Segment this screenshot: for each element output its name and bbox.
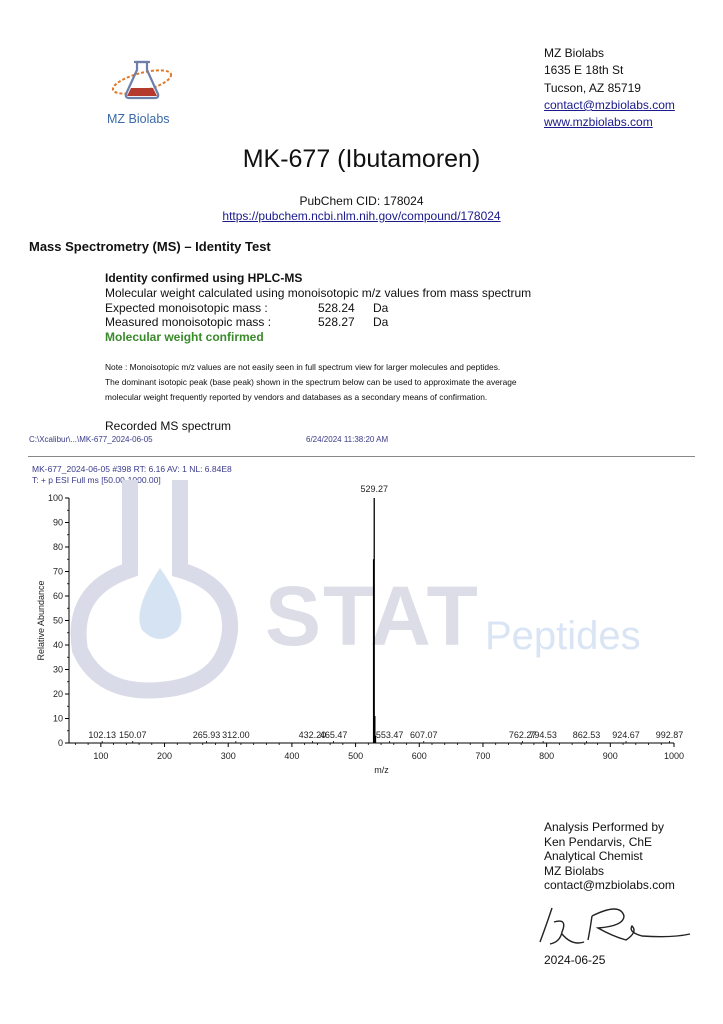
watermark-text-sub: Peptides: [485, 614, 641, 658]
page-title: MK-677 (Ibutamoren): [242, 145, 481, 173]
result-text: Molecular weight confirmed: [105, 330, 264, 345]
pubchem-link[interactable]: https://pubchem.ncbi.nlm.nih.gov/compound/178024: [222, 209, 501, 223]
note-line-2: The dominant isotopic peak (base peak) shown in the spectrum below can be used to approximate the average: [105, 377, 517, 387]
x-tick-label: 300: [220, 751, 236, 761]
minor-peak-label: 794.53: [529, 730, 557, 740]
confirm-heading: Identity confirmed using HPLC-MS: [105, 271, 303, 285]
y-tick-label: 90: [52, 517, 63, 528]
handwritten-signature: [532, 896, 697, 954]
address-city: Tucson, AZ 85719: [544, 80, 641, 95]
expected-unit: Da: [373, 300, 389, 315]
minor-peak-label: 862.53: [572, 730, 601, 740]
x-tick-label: 200: [157, 751, 173, 761]
measured-value: 528.27: [318, 315, 355, 330]
peak-label: 529.27: [360, 484, 388, 494]
y-tick-label: 10: [52, 713, 63, 724]
note-block: [105, 360, 605, 405]
x-tick-label: 700: [475, 751, 491, 761]
measured-label: Measured monoisotopic mass :: [105, 315, 272, 330]
signature-date: 2024-06-25: [544, 953, 606, 967]
y-axis-label: Relative Abundance: [36, 580, 46, 661]
sig-line-5: contact@mzbiolabs.com: [544, 878, 675, 893]
file-path: C:\Xcalibur\...\MK-677_2024-06-05: [29, 435, 153, 444]
measured-unit: Da: [373, 315, 389, 330]
website-link[interactable]: www.mzbiolabs.com: [544, 115, 653, 130]
minor-peak-label: 432.20: [298, 730, 327, 740]
spectrum-label: Recorded MS spectrum: [105, 419, 232, 433]
note-line-3: molecular weight frequently reported by vendors and databases as a secondary means of confirmation.: [105, 392, 488, 402]
y-tick-label: 50: [52, 615, 63, 626]
y-tick-label: 0: [57, 738, 63, 748]
minor-peak-label: 102.13: [88, 730, 116, 740]
identity-info: [105, 271, 565, 345]
x-tick-label: 500: [348, 751, 364, 761]
x-axis-label: m/z: [374, 765, 389, 775]
minor-peak-label: 607.07: [410, 730, 438, 740]
x-tick-label: 400: [284, 751, 300, 761]
y-tick-label: 80: [52, 542, 63, 552]
expected-label: Expected monoisotopic mass :: [105, 300, 268, 315]
email-link[interactable]: contact@mzbiolabs.com: [544, 97, 675, 112]
filter-info: T: + p ESI Full ms [50.00-1000.00]: [32, 475, 161, 485]
flask-logo-icon: [104, 56, 184, 106]
signature-block: [544, 820, 675, 893]
minor-peak-label: 265.93: [192, 730, 221, 740]
pubchem-cid: PubChem CID: 178024: [299, 194, 424, 208]
x-tick-label: 1000: [663, 751, 685, 761]
y-tick-label: 20: [52, 689, 63, 699]
minor-peak-label: 762.27: [508, 730, 537, 740]
minor-peak-label: 553.47: [375, 730, 404, 740]
minor-peak-label: 150.07: [118, 730, 147, 740]
x-tick-label: 900: [602, 751, 618, 761]
watermark-text-main: STAT: [265, 569, 480, 663]
x-tick-label: 600: [411, 751, 427, 761]
y-tick-label: 70: [52, 566, 63, 577]
y-tick-label: 30: [52, 664, 63, 675]
minor-peak-label: 312.00: [222, 730, 250, 740]
sig-line-2: Ken Pendarvis, ChE: [544, 834, 653, 849]
y-tick-label: 60: [52, 591, 63, 601]
address-street: 1635 E 18th St: [544, 63, 624, 78]
expected-value: 528.24: [318, 300, 355, 315]
section-heading: Mass Spectrometry (MS) – Identity Test: [29, 239, 271, 254]
scan-info: MK-677_2024-06-05 #398 RT: 6.16 AV: 1 NL: 6.84E8: [32, 464, 232, 474]
x-tick-label: 100: [93, 751, 109, 761]
sig-line-1: Analysis Performed by: [544, 820, 665, 834]
address-name: MZ Biolabs: [544, 46, 605, 60]
company-address: [544, 45, 675, 131]
minor-peak-label: 992.87: [655, 730, 684, 740]
y-tick-label: 40: [52, 640, 63, 650]
divider-line: [28, 456, 695, 457]
sig-line-3: Analytical Chemist: [544, 849, 643, 864]
method-text: Molecular weight calculated using monoisotopic m/z values from mass spectrum: [105, 285, 532, 300]
x-tick-label: 800: [539, 751, 555, 761]
sig-line-4: MZ Biolabs: [544, 863, 605, 878]
minor-peak-label: 924.67: [612, 730, 640, 740]
logo-text: MZ Biolabs: [107, 112, 170, 126]
ms-spectrum-chart: [0, 480, 723, 780]
file-timestamp: 6/24/2024 11:38:20 AM: [306, 435, 389, 444]
y-tick-label: 100: [47, 493, 63, 503]
company-logo: [104, 56, 184, 126]
minor-peak-label: 465.47: [319, 730, 348, 740]
note-line-1: Note : Monoisotopic m/z values are not easily seen in full spectrum view for larger molecules and peptides.: [105, 362, 501, 372]
